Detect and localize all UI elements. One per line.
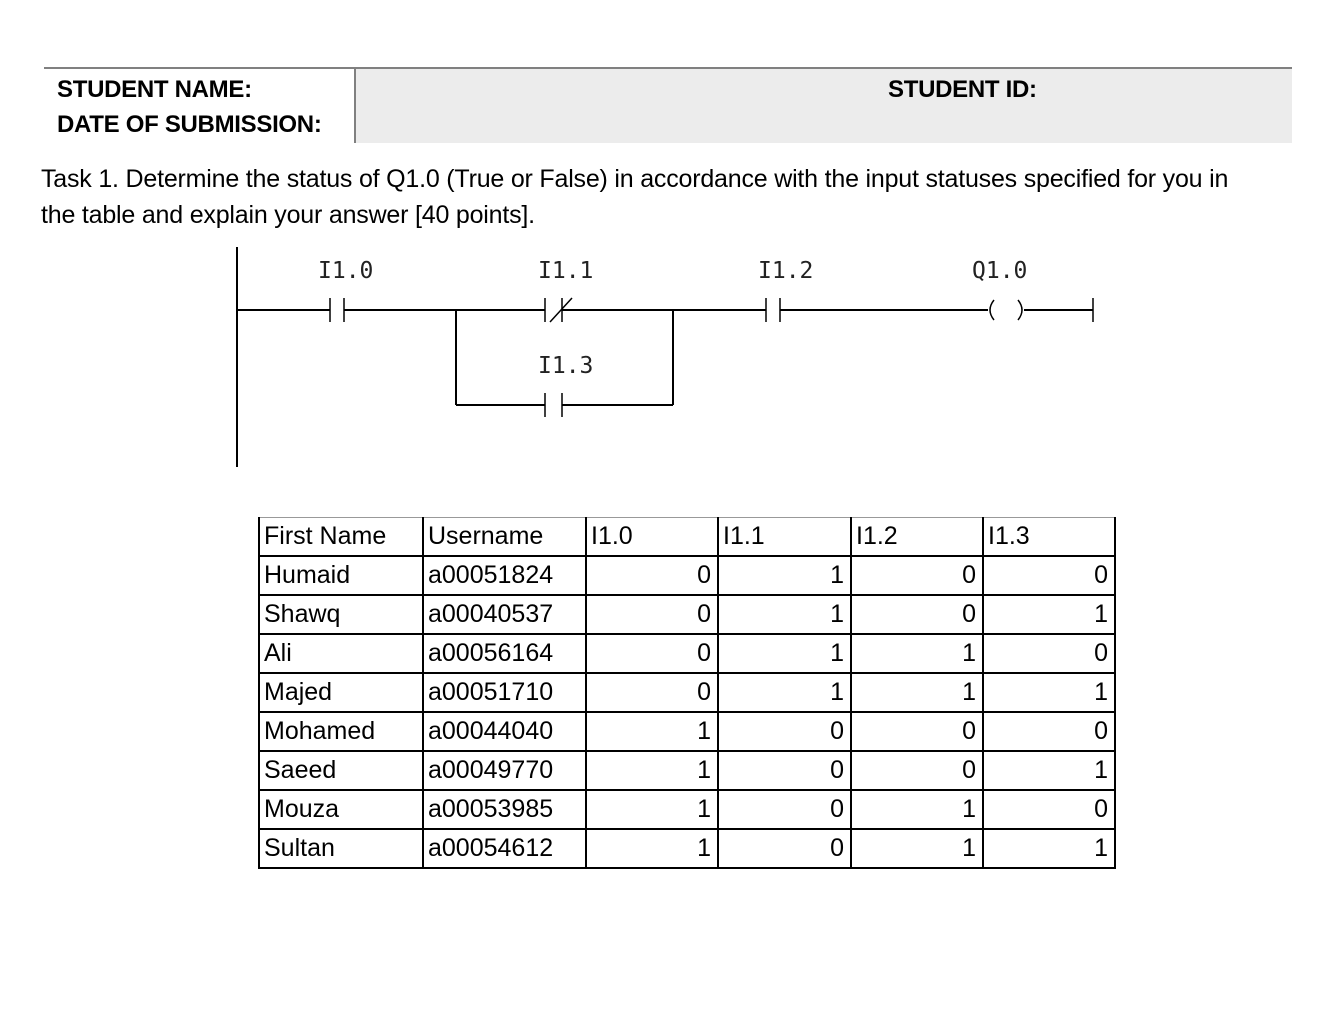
table-row	[259, 829, 1115, 868]
contact-i11-label: I1.1	[538, 258, 594, 284]
input-status-cell: 1	[718, 634, 851, 673]
username-cell: a00054612	[423, 829, 586, 868]
column-header: First Name	[259, 518, 423, 557]
input-status-cell: 1	[851, 634, 983, 673]
input-status-cell: 1	[851, 790, 983, 829]
table-row	[259, 712, 1115, 751]
input-status-cell: 1	[718, 673, 851, 712]
input-status-cell: 1	[851, 673, 983, 712]
input-status-cell: 0	[851, 751, 983, 790]
input-status-cell: 1	[983, 751, 1115, 790]
coil-q10-label: Q1.0	[972, 258, 1028, 284]
first-name-cell: Majed	[259, 673, 423, 712]
input-status-cell: 0	[851, 556, 983, 595]
table-row	[259, 673, 1115, 712]
input-status-cell: 0	[718, 751, 851, 790]
input-status-cell: 0	[586, 673, 718, 712]
input-status-cell: 1	[718, 595, 851, 634]
table-header-row	[259, 518, 1115, 557]
first-name-cell: Sultan	[259, 829, 423, 868]
input-status-cell: 0	[718, 829, 851, 868]
input-status-table	[258, 517, 1116, 869]
ladder-diagram	[0, 0, 1332, 500]
first-name-cell: Mohamed	[259, 712, 423, 751]
contact-i13-label: I1.3	[538, 353, 594, 379]
input-status-cell: 1	[983, 829, 1115, 868]
input-status-cell: 1	[586, 712, 718, 751]
table-row	[259, 634, 1115, 673]
input-status-cell: 1	[586, 751, 718, 790]
student-id-label: STUDENT ID:	[888, 76, 1037, 103]
task-description: Task 1. Determine the status of Q1.0 (True or False) in accordance with the input statuses specified for you in the table and explain your answer [40 points].	[41, 165, 1229, 229]
column-header: I1.0	[586, 518, 718, 557]
input-status-cell: 0	[586, 556, 718, 595]
first-name-cell: Ali	[259, 634, 423, 673]
first-name-cell: Mouza	[259, 790, 423, 829]
first-name-cell: Shawq	[259, 595, 423, 634]
table-row	[259, 595, 1115, 634]
input-status-cell: 0	[586, 595, 718, 634]
date-of-submission-label: DATE OF SUBMISSION:	[57, 111, 322, 138]
column-header: Username	[423, 518, 586, 557]
input-status-cell: 0	[983, 634, 1115, 673]
input-status-cell: 1	[983, 673, 1115, 712]
student-name-label: STUDENT NAME:	[57, 76, 252, 103]
column-header: I1.3	[983, 518, 1115, 557]
username-cell: a00051824	[423, 556, 586, 595]
input-status-cell: 0	[983, 790, 1115, 829]
table-row	[259, 751, 1115, 790]
username-cell: a00049770	[423, 751, 586, 790]
contact-i10	[330, 298, 344, 322]
input-status-cell: 0	[983, 712, 1115, 751]
input-status-cell: 0	[718, 790, 851, 829]
contact-i13	[545, 393, 562, 417]
input-status-cell: 0	[983, 556, 1115, 595]
input-status-cell: 1	[851, 829, 983, 868]
username-cell: a00056164	[423, 634, 586, 673]
table-row	[259, 556, 1115, 595]
username-cell: a00040537	[423, 595, 586, 634]
input-status-cell: 0	[851, 595, 983, 634]
contact-i12-label: I1.2	[758, 258, 814, 284]
contact-i12	[766, 298, 780, 322]
input-status-cell: 0	[718, 712, 851, 751]
input-status-cell: 1	[586, 790, 718, 829]
column-header: I1.2	[851, 518, 983, 557]
input-status-cell: 0	[586, 634, 718, 673]
first-name-cell: Saeed	[259, 751, 423, 790]
username-cell: a00044040	[423, 712, 586, 751]
column-header: I1.1	[718, 518, 851, 557]
input-status-cell: 1	[983, 595, 1115, 634]
contact-i10-label: I1.0	[318, 258, 374, 284]
input-status-cell: 0	[851, 712, 983, 751]
username-cell: a00051710	[423, 673, 586, 712]
username-cell: a00053985	[423, 790, 586, 829]
input-status-cell: 1	[718, 556, 851, 595]
first-name-cell: Humaid	[259, 556, 423, 595]
input-status-cell: 1	[586, 829, 718, 868]
table-row	[259, 790, 1115, 829]
